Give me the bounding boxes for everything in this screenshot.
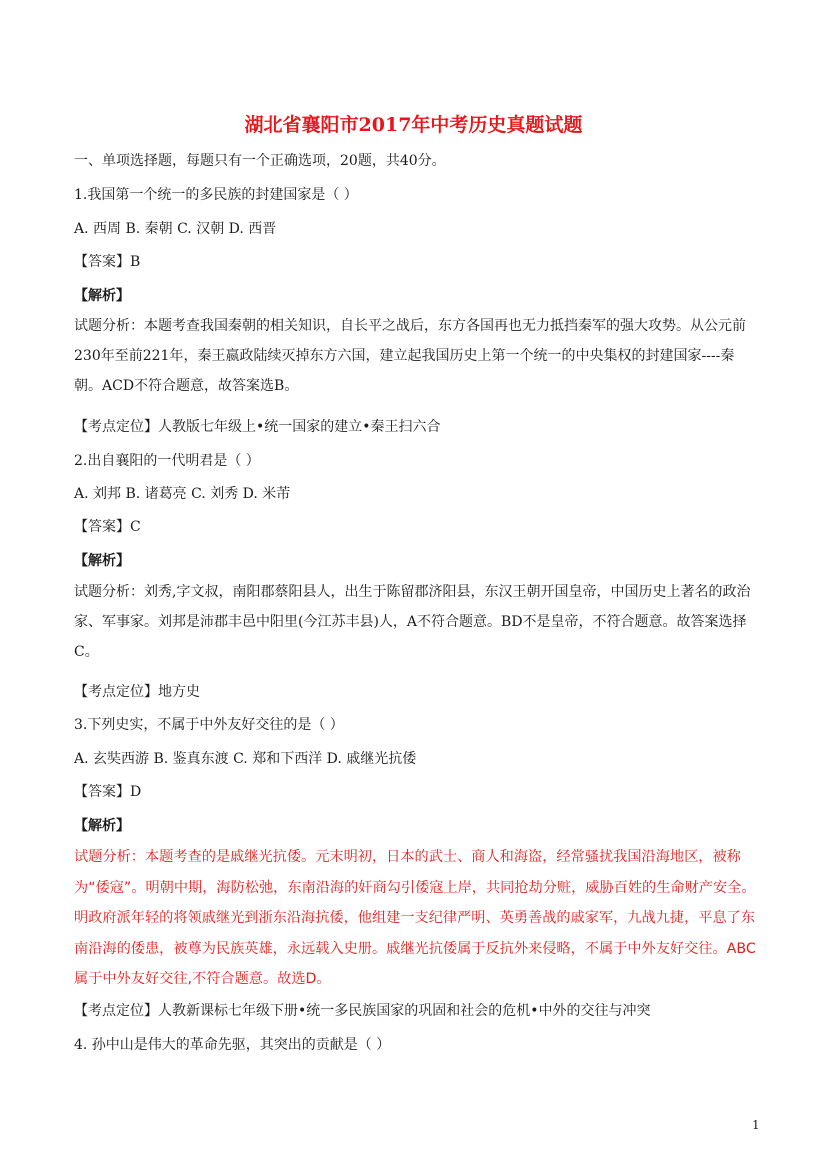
- question-1-options: A. 西周 B. 秦朝 C. 汉朝 D. 西晋: [74, 221, 277, 237]
- question-2-analysis: 试题分析：刘秀,字文叔，南阳郡蔡阳县人，出生于陈留郡济阳县，东汉王朝开国皇帝，中国历史上著名的政治家、军事家。刘邦是沛郡丰邑中阳里(今江苏丰县)人，A不符合题意。BD不是皇帝，不符合题意。故答案选择C。: [74, 584, 751, 660]
- question-1-answer: 【答案】B: [74, 254, 141, 270]
- question-3-analysis: 试题分析：本题考查的是戚继光抗倭。元末明初，日本的武士、商人和海盗，经常骚扰我国沿海地区，被称为“倭寇”。明朝中期，海防松弛，东南沿海的奸商勾引倭寇上岸，共同抢劫分赃，威胁百姓的生命财产安全。明政府派年轻的将领戚继光到浙东沿海抗倭，他组建一支纪律严明、英勇善战的戚家军，九战九捷，平息了东南沿海的倭患，被尊为民族英雄，永远载入史册。戚继光抗倭属于反抗外来侵略，不属于中外友好交往。ABC属于中外友好交往,不符合题意。故选D。: [74, 849, 756, 987]
- question-1-analysis: 试题分析：本题考查我国秦朝的相关知识，自长平之战后，东方各国再也无力抵挡秦军的强大攻势。从公元前230年至前221年，秦王嬴政陆续灭掉东方六国，建立起我国历史上第一个统一的中央集权的封建国家----秦朝。ACD不符合题意，故答案选B。: [74, 318, 746, 394]
- question-4-stem: 4. 孙中山是伟大的革命先驱，其突出的贡献是（ ）: [74, 1037, 391, 1053]
- question-1-location: 【考点定位】人教版七年级上•统一国家的建立•秦王扫六合: [74, 419, 441, 435]
- question-3-options: A. 玄奘西游 B. 鉴真东渡 C. 郑和下西洋 D. 戚继光抗倭: [74, 751, 417, 767]
- question-3-stem: 3.下列史实，不属于中外友好交往的是（ ）: [74, 717, 344, 733]
- question-1-analysis-label: 【解析】: [74, 288, 130, 304]
- question-2-analysis-label: 【解析】: [74, 553, 130, 569]
- question-2-answer: 【答案】C: [74, 519, 141, 535]
- section-heading: 一、单项选择题，每题只有一个正确选项，20题，共40分。: [74, 153, 446, 169]
- question-2-options: A. 刘邦 B. 诸葛亮 C. 刘秀 D. 米芾: [74, 486, 291, 502]
- document-title: 湖北省襄阳市2017年中考历史真题试题: [244, 114, 583, 136]
- question-3-location: 【考点定位】人教新课标七年级下册•统一多民族国家的巩固和社会的危机•中外的交往与冲突: [74, 1003, 651, 1019]
- page-number: 1: [752, 1118, 760, 1132]
- question-2-stem: 2.出自襄阳的一代明君是（ ）: [74, 453, 260, 469]
- question-3-analysis-label: 【解析】: [74, 818, 130, 834]
- question-2-location: 【考点定位】地方史: [74, 684, 200, 700]
- question-1-stem: 1.我国第一个统一的多民族的封建国家是（ ）: [74, 187, 358, 203]
- question-3-answer: 【答案】D: [74, 784, 142, 800]
